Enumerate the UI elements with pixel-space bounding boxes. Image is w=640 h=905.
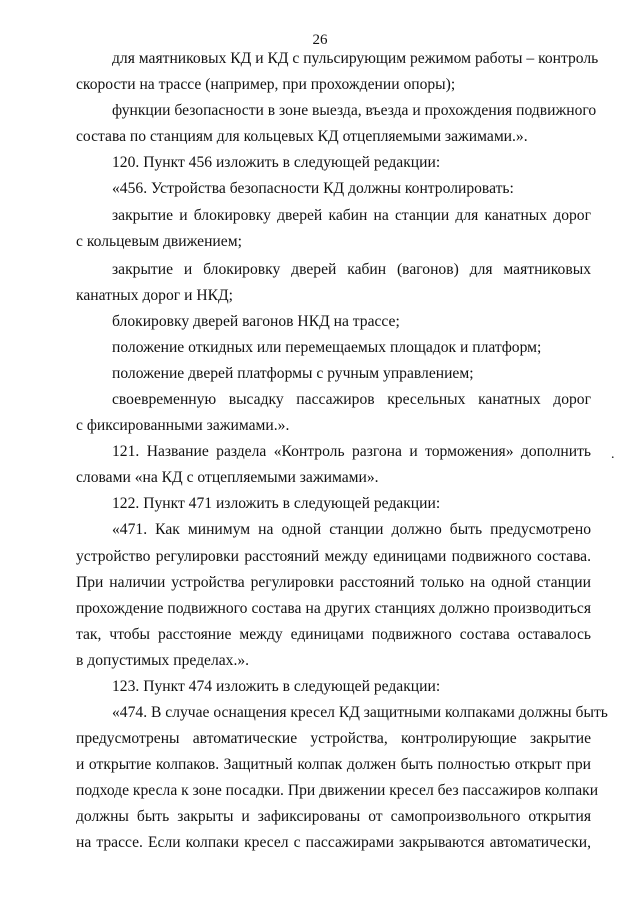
text-line: функции безопасности в зоне выезда, въезда и прохождения подвижного: [112, 102, 597, 119]
text-line: так, чтобы расстояние между единицами подвижного состава оставалось: [76, 626, 591, 643]
text-line: своевременную высадку пассажиров кресельных канатных дорог: [112, 391, 591, 408]
text-line: При наличии устройства регулировки расстояний только на одной станции: [76, 574, 591, 591]
text-line: в допустимых пределах.».: [76, 652, 250, 669]
text-line: предусмотрены автоматические устройства, контролирующие закрытие: [76, 730, 591, 747]
text-line: положение откидных или перемещаемых площадок и платформ;: [112, 339, 542, 356]
text-line: устройство регулировки расстояний между единицами подвижного состава.: [76, 548, 591, 565]
text-line: закрытие и блокировку дверей кабин на станции для канатных дорог: [112, 207, 591, 224]
text-line: словами «на КД с отцепляемыми зажимами».: [76, 469, 379, 486]
text-line: прохождение подвижного состава на других станциях должно производиться: [76, 600, 591, 617]
text-line: 121. Название раздела «Контроль разгона и торможения» дополнить: [112, 443, 591, 460]
text-line: скорости на трассе (например, при прохождении опоры);: [76, 76, 456, 93]
text-line: 120. Пункт 456 изложить в следующей редакции:: [112, 154, 441, 171]
text-line: для маятниковых КД и КД с пульсирующим режимом работы – контроль: [112, 50, 599, 67]
text-line: на трассе. Если колпаки кресел с пассажирами закрываются автоматически,: [76, 834, 591, 851]
text-line: состава по станциям для кольцевых КД отцепляемыми зажимами.».: [76, 128, 528, 145]
text-line: закрытие и блокировку дверей кабин (вагонов) для маятниковых: [112, 261, 591, 278]
text-line: канатных дорог и НКД;: [76, 287, 233, 304]
text-line: с кольцевым движением;: [76, 233, 242, 250]
text-line: положение дверей платформы с ручным управлением;: [112, 365, 474, 382]
text-line: 123. Пункт 474 изложить в следующей редакции:: [112, 678, 441, 695]
text-line: блокировку дверей вагонов НКД на трассе;: [112, 313, 400, 330]
margin-mark: .: [611, 447, 615, 462]
text-line: подходе кресла к зоне посадки. При движении кресел без пассажиров колпаки: [76, 782, 599, 799]
text-line: «456. Устройства безопасности КД должны контролировать:: [112, 180, 514, 197]
text-line: 122. Пункт 471 изложить в следующей редакции:: [112, 495, 441, 512]
text-line: с фиксированными зажимами.».: [76, 417, 290, 434]
text-line: «471. Как минимум на одной станции должно быть предусмотрено: [112, 521, 591, 538]
page-number: 26: [312, 32, 328, 48]
text-line: «474. В случае оснащения кресел КД защитными колпаками должны быть: [112, 704, 608, 721]
text-line: должны быть закрыты и зафиксированы от самопроизвольного открытия: [76, 808, 591, 825]
text-line: и открытие колпаков. Защитный колпак должен быть полностью открыт при: [76, 756, 591, 773]
